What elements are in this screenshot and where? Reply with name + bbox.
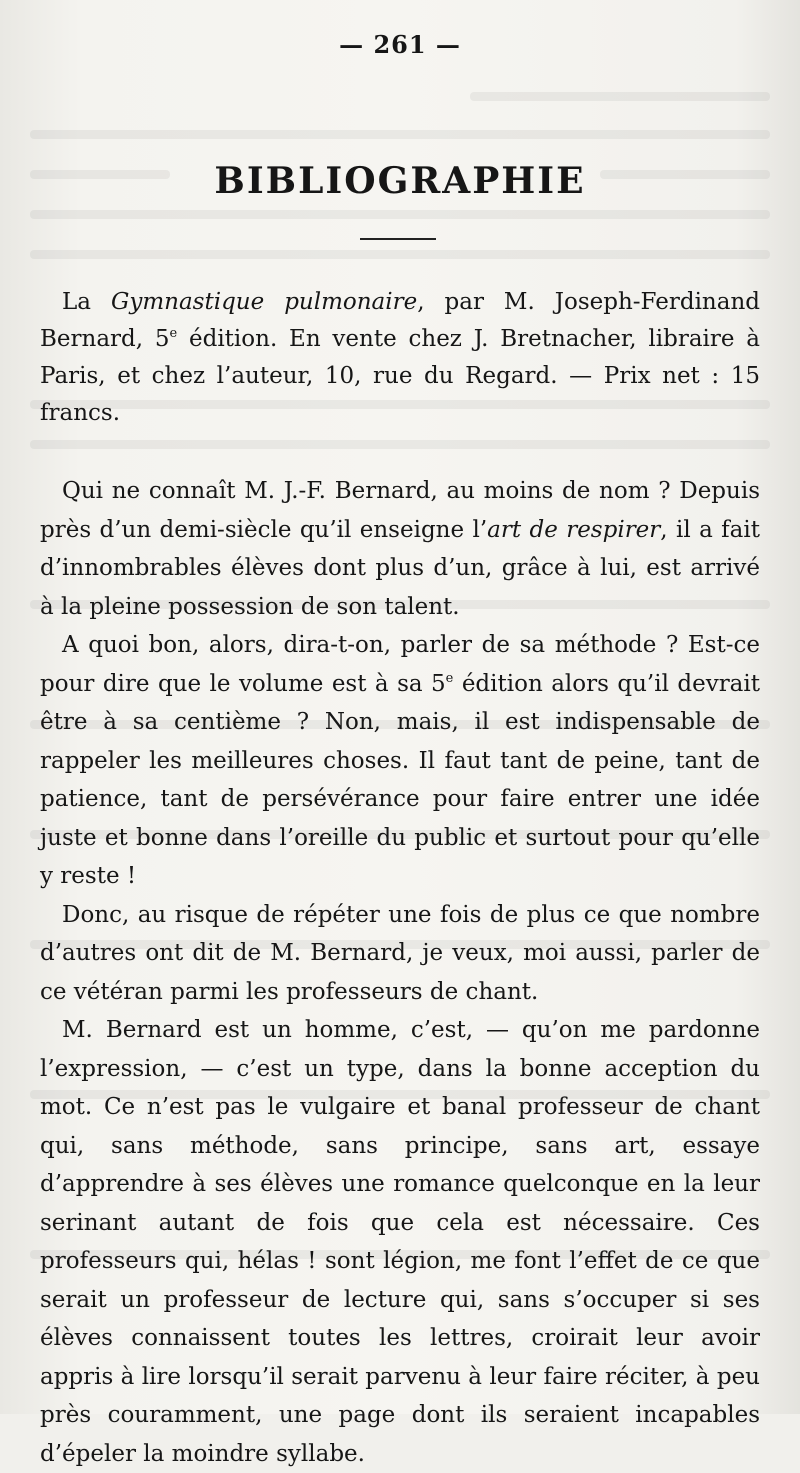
biblio-lead: La xyxy=(62,289,111,315)
paragraph-2 xyxy=(40,626,760,896)
bibliographic-entry xyxy=(40,284,760,432)
paragraph-1-italic: art de respirer xyxy=(487,516,661,543)
edition-superscript: e xyxy=(169,326,178,341)
biblio-details: édition. En vente chez J. Bretnacher, libraire à Paris, et chez l’auteur, 10, rue du Regard. — Prix net : 15 francs. xyxy=(40,326,761,426)
paragraph-2-superscript: e xyxy=(445,670,454,686)
article-body xyxy=(40,472,760,1473)
paragraph-2-text: A quoi bon, alors, dira-t-on, parler de sa méthode ? Est-ce pour dire que le volume est à sa 5 xyxy=(40,632,760,697)
biblio-author: , par M. Joseph-Ferdinand Bernard, 5 xyxy=(40,289,760,352)
paragraph-2-text-end: édition alors qu’il devrait être à sa centième ? Non, mais, il est indispensable de rappeler les meilleures choses. Il faut tant de peine, tant de patience, tant de persévérance pour faire entrer une idée juste et bonne dans l’oreille du public et surtout pour qu’elle y reste ! xyxy=(40,670,760,889)
paragraph-1-text: Qui ne connaît M. J.-F. Bernard, au moins de nom ? Depuis près d’un demi-siècle qu’il enseigne l’ xyxy=(40,478,760,543)
paragraph-1 xyxy=(40,472,760,626)
section-title: BIBLIOGRAPHIE xyxy=(214,160,586,202)
paragraph-4: M. Bernard est un homme, c’est, — qu’on me pardonne l’expression, — c’est un type, dans la bonne acception du mot. Ce n’est pas le vulgaire et banal professeur de chant qui, sans méthode, sans principe, sans art, essaye d’apprendre à ses élèves une romance quelconque en la leur serinant autant de fois que cela est nécessaire. Ces professeurs qui, hélas ! sont légion, me font l’effet de ce que serait un professeur de lecture qui, sans s’occuper si ses élèves connaissent toutes les lettres, croirait leur avoir appris à lire lorsqu’il serait parvenu à leur faire réciter, à peu près couramment, une page dont ils seraient incapables d’épeler la moindre syllabe. xyxy=(40,1017,760,1467)
paragraph-3: Donc, au risque de répéter une fois de plus ce que nombre d’autres ont dit de M. Bernard, je veux, moi aussi, parler de ce vétéran parmi les professeurs de chant. xyxy=(40,901,760,1005)
book-title: Gymnastique pulmonaire xyxy=(110,289,418,315)
title-divider xyxy=(360,238,436,240)
page-number: — 261 — xyxy=(339,30,461,59)
paragraph-1-text-end: , il a fait d’innombrables élèves dont plus d’un, grâce à lui, est arrivé à la pleine possession de son talent. xyxy=(40,516,760,620)
